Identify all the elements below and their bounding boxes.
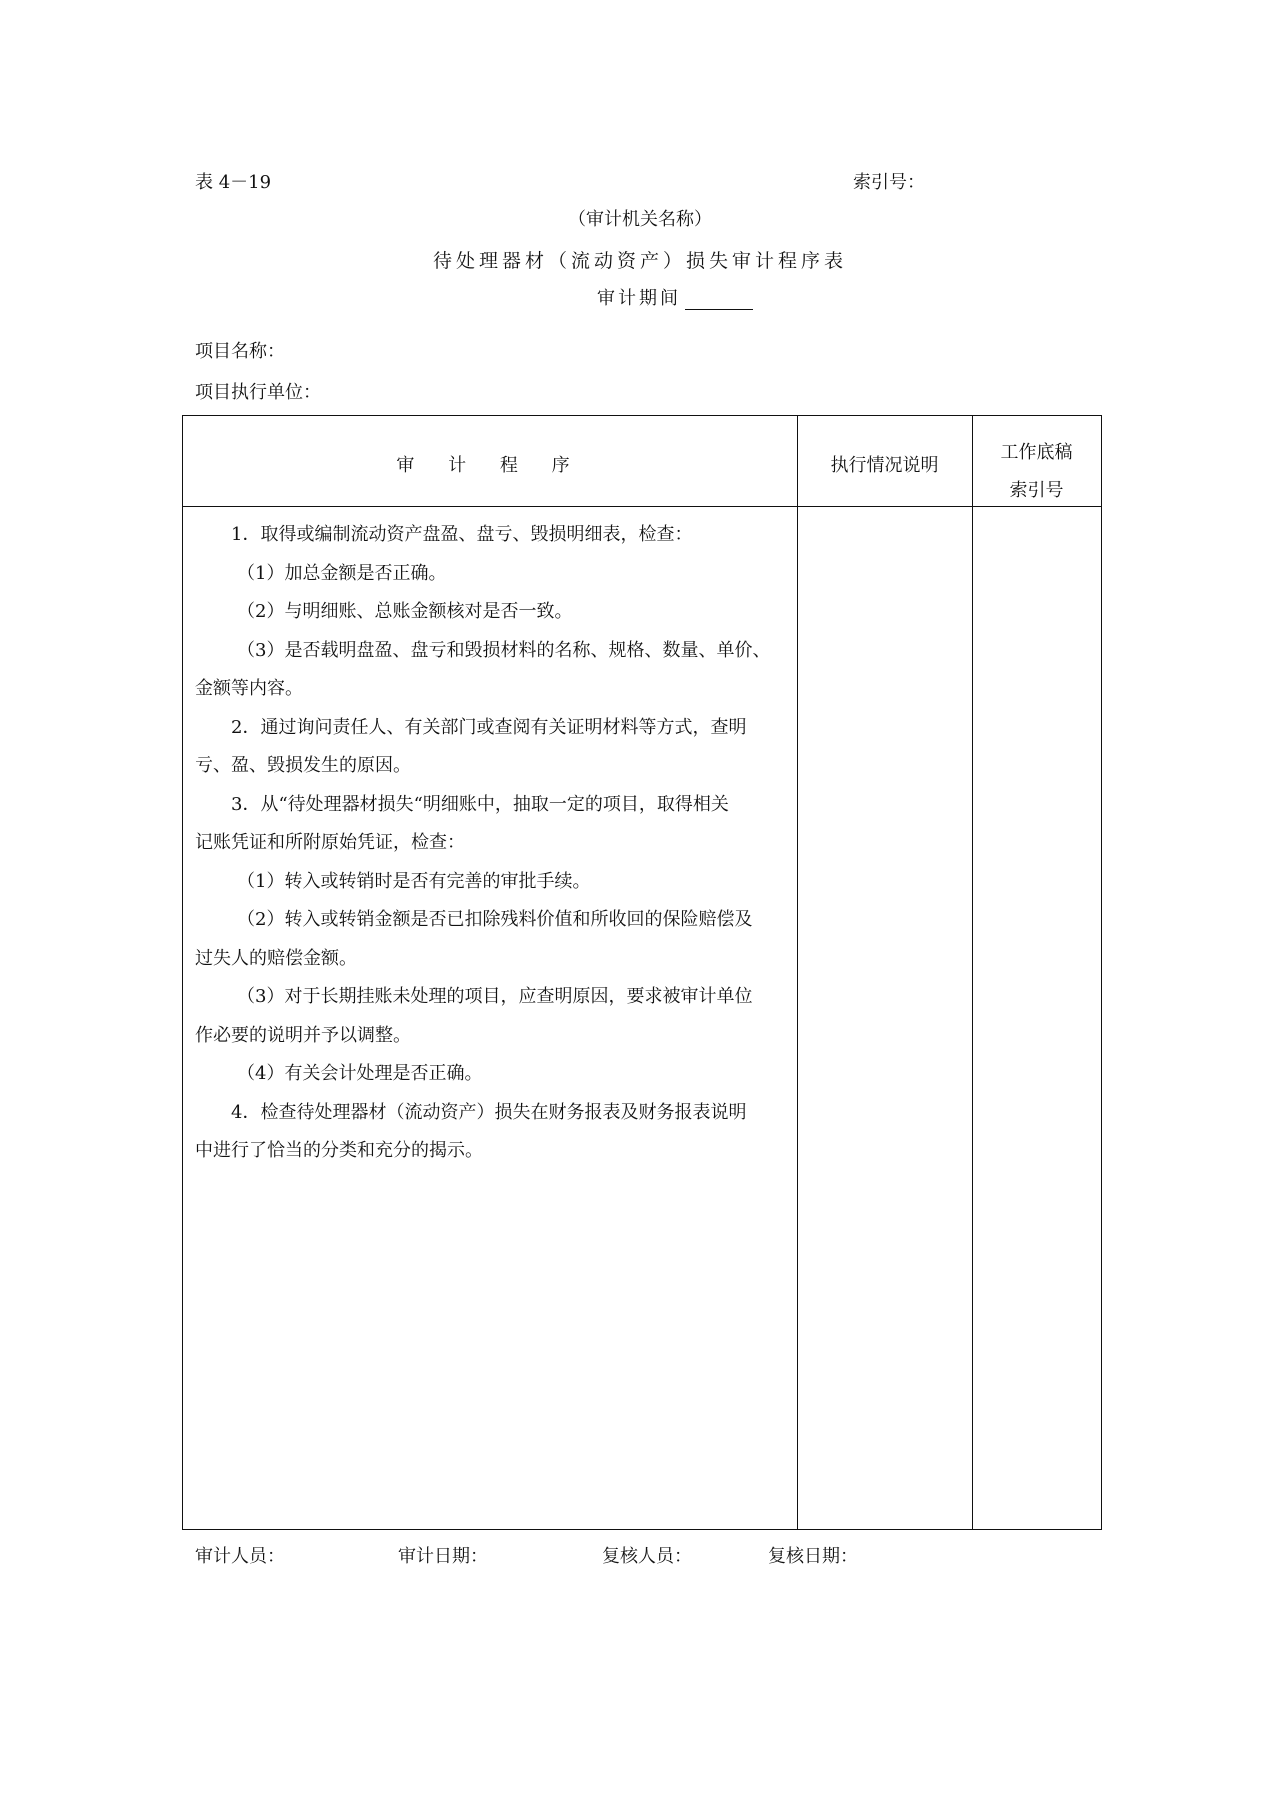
project-name-label: 项目名称： xyxy=(195,341,285,362)
column-header-procedure: 审 计 程 序 xyxy=(396,455,584,476)
agency-name-placeholder: （审计机关名称） xyxy=(568,209,712,230)
column-header-workpaper: 工作底稿 xyxy=(1000,442,1073,463)
procedure-line: 作必要的说明并予以调整。 xyxy=(195,1024,411,1046)
procedure-line: （3）对于长期挂账未处理的项目，应查明原因，要求被审计单位 xyxy=(237,986,753,1007)
audit-procedure-table xyxy=(182,415,1102,1530)
table-number: 表 4－19 xyxy=(195,172,272,193)
column-header-execution: 执行情况说明 xyxy=(830,455,939,476)
procedure-line: 3．从“待处理器材损失“明细账中，抽取一定的项目，取得相关 xyxy=(231,793,729,815)
procedure-line: 亏、盈、毁损发生的原因。 xyxy=(195,755,411,776)
procedure-line: 中进行了恰当的分类和充分的揭示。 xyxy=(195,1140,483,1161)
reviewer-label: 复核人员： xyxy=(602,1546,692,1567)
header-divider xyxy=(183,506,1101,507)
column-divider xyxy=(797,416,798,1529)
procedure-line: 记账凭证和所附原始凭证，检查： xyxy=(195,832,465,853)
procedure-line: （1）转入或转销时是否有完善的审批手续。 xyxy=(237,870,591,892)
procedure-line: 1．取得或编制流动资产盘盈、盘亏、毁损明细表，检查： xyxy=(231,524,693,545)
procedure-line: （4）有关会计处理是否正确。 xyxy=(237,1063,483,1084)
audit-period xyxy=(597,284,753,310)
procedure-line: 2．通过询问责任人、有关部门或查阅有关证明材料等方式，查明 xyxy=(231,716,747,738)
procedure-text xyxy=(195,516,789,1171)
audit-date-label: 审计日期： xyxy=(398,1546,488,1567)
procedure-line: 金额等内容。 xyxy=(195,678,303,699)
form-title: 待处理器材（流动资产）损失审计程序表 xyxy=(432,250,847,272)
review-date-label: 复核日期： xyxy=(768,1546,858,1567)
procedure-line: 4．检查待处理器材（流动资产）损失在财务报表及财务报表说明 xyxy=(231,1101,747,1123)
procedure-line: （1）加总金额是否正确。 xyxy=(237,562,447,584)
column-header-workpaper-ref xyxy=(972,434,1101,510)
auditor-label: 审计人员： xyxy=(195,1546,285,1567)
index-number-label: 索引号： xyxy=(853,172,925,193)
column-header-index: 索引号 xyxy=(1009,480,1064,501)
audit-period-blank[interactable] xyxy=(685,291,753,310)
procedure-line: （3）是否载明盘盈、盘亏和毁损材料的名称、规格、数量、单价、 xyxy=(237,639,771,661)
column-divider xyxy=(972,416,973,1529)
procedure-line: 过失人的赔偿金额。 xyxy=(195,947,357,969)
procedure-line: （2）与明细账、总账金额核对是否一致。 xyxy=(237,601,573,622)
procedure-line: （2）转入或转销金额是否已扣除残料价值和所收回的保险赔偿及 xyxy=(237,909,753,930)
audit-period-label: 审计期间 xyxy=(597,288,681,309)
project-unit-label: 项目执行单位： xyxy=(195,382,321,403)
